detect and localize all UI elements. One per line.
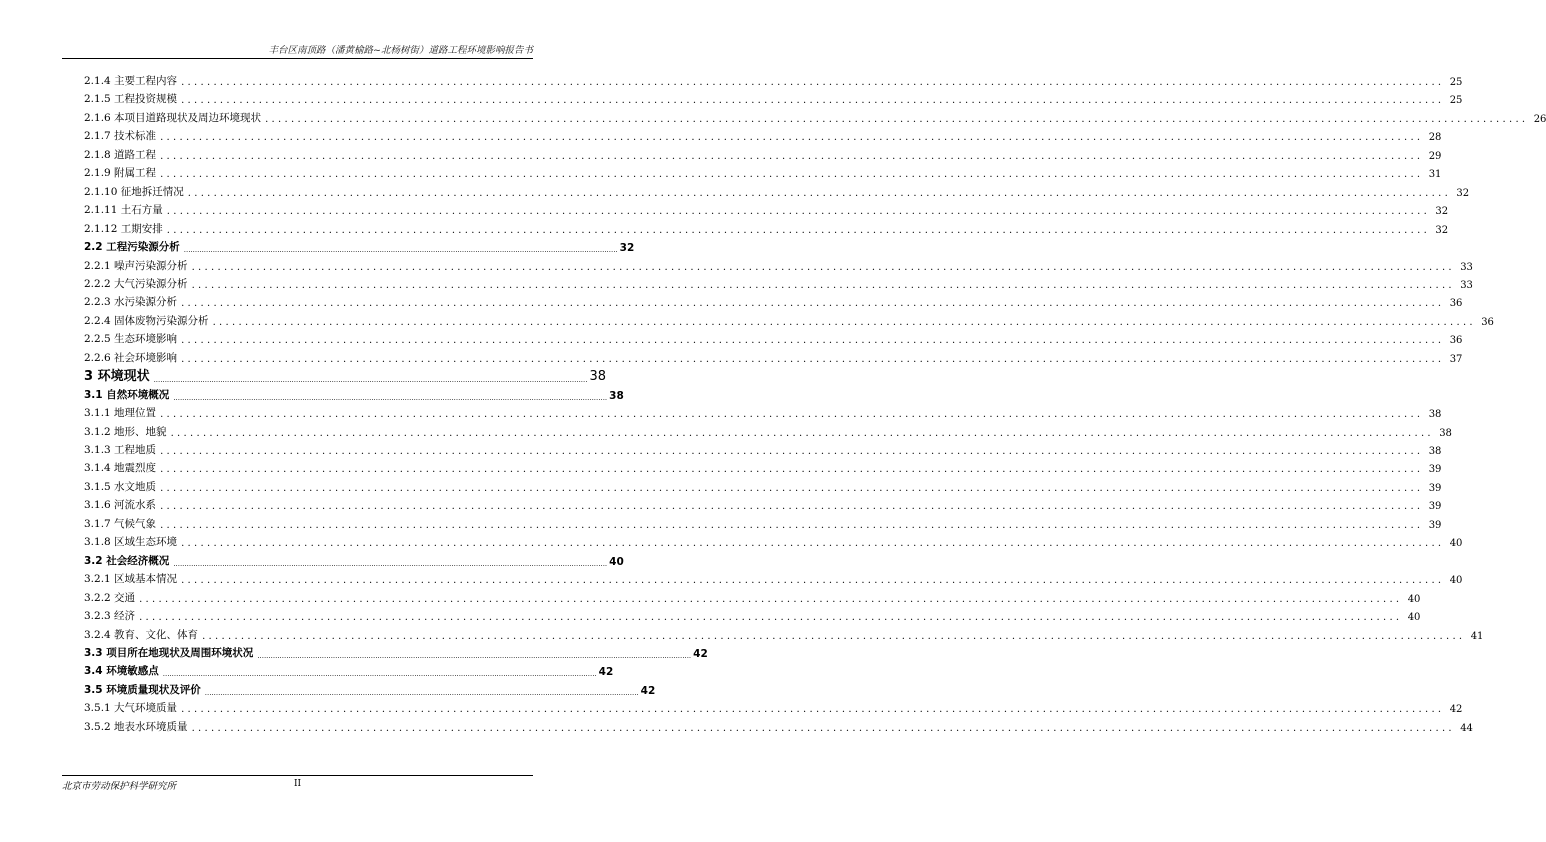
toc-page-number: 38: [1439, 427, 1452, 439]
toc-page-number: 39: [1428, 501, 1442, 513]
toc-page-number: 33: [1460, 261, 1473, 273]
toc-entry-title: 2.1.9 附属工程: [84, 167, 157, 180]
toc-dot-leader: ...................................................................................................................................................................................................: [257, 651, 692, 660]
toc-entry[interactable]: [84, 513, 1442, 531]
toc-page-number: 40: [1449, 575, 1463, 587]
toc-dot-leader: ...................................................................................................................................................................................................: [160, 482, 1424, 494]
toc-entry-title: 2.2.2 大气污染源分析: [84, 277, 188, 290]
toc-entry[interactable]: [84, 531, 1463, 550]
toc-dot-leader: ...................................................................................................................................................................................................: [191, 279, 1455, 291]
toc-dot-leader: ...................................................................................................................................................................................................: [181, 95, 1445, 107]
toc-dot-leader: ...................................................................................................................................................................................................: [173, 559, 608, 568]
toc-page-number: 38: [1428, 409, 1442, 421]
toc-entry-title: 3.1.7 气候气象: [84, 517, 157, 530]
toc-entry-title: 2.2.5 生态环境影响: [84, 333, 178, 346]
toc-entry[interactable]: [84, 457, 1442, 476]
toc-entry[interactable]: [84, 679, 656, 697]
toc-entry[interactable]: [84, 697, 1463, 716]
toc-entry-title: 3.1.4 地震烈度: [84, 462, 157, 475]
toc-entry[interactable]: [84, 476, 1442, 494]
toc-entry[interactable]: [84, 716, 1473, 734]
toc-entry-title: 3.1 自然环境概况: [84, 388, 170, 401]
toc-entry-title: 2.1.11 土石方量: [84, 204, 163, 217]
toc-entry[interactable]: [84, 660, 614, 679]
toc-entry-title: 3.5 环境质量现状及评价: [84, 683, 201, 696]
toc-entry[interactable]: [84, 273, 1473, 291]
toc-entry[interactable]: [84, 402, 1442, 421]
toc-dot-leader: ...................................................................................................................................................................................................: [160, 409, 1424, 421]
toc-dot-leader: ...................................................................................................................................................................................................: [181, 335, 1445, 347]
toc-entry-title: 2.1.6 本项目道路现状及周边环境现状: [84, 111, 262, 124]
toc-entry-title: 2.2.1 噪声污染源分析: [84, 259, 188, 272]
toc-entry[interactable]: [84, 624, 1484, 642]
toc-entry[interactable]: [84, 494, 1442, 513]
toc-page-number: 32: [1435, 206, 1449, 218]
toc-page-number: 25: [1449, 77, 1463, 88]
toc-page-number: 36: [1449, 335, 1463, 347]
toc-entry-title: 3.2.4 教育、文化、体育: [84, 628, 199, 641]
toc-entry[interactable]: [84, 328, 1463, 347]
toc-dot-leader: ...................................................................................................................................................................................................: [160, 132, 1424, 144]
toc-entry-title: 3 环境现状: [84, 369, 150, 385]
toc-dot-leader: ...................................................................................................................................................................................................: [181, 575, 1445, 587]
toc-entry[interactable]: [84, 162, 1442, 181]
toc-page-number: 42: [598, 666, 614, 679]
toc-dot-leader: ...................................................................................................................................................................................................: [153, 376, 588, 385]
toc-page-number: 40: [1407, 593, 1421, 605]
toc-dot-leader: ...................................................................................................................................................................................................: [160, 501, 1424, 513]
toc-page-number: 25: [1449, 95, 1463, 107]
toc-dot-leader: ...................................................................................................................................................................................................: [160, 446, 1424, 457]
toc-page-number: 38: [589, 369, 607, 385]
toc-page-number: 36: [1481, 316, 1494, 328]
toc-entry-title: 3.5.2 地表水环境质量: [84, 720, 188, 733]
toc-entry[interactable]: [84, 255, 1473, 273]
toc-dot-leader: ...................................................................................................................................................................................................: [202, 630, 1466, 642]
toc-entry[interactable]: [84, 107, 1546, 125]
toc-dot-leader: ...................................................................................................................................................................................................: [160, 464, 1424, 476]
toc-entry[interactable]: [84, 347, 1463, 365]
toc-dot-leader: ...................................................................................................................................................................................................: [181, 704, 1445, 716]
toc-page-number: 40: [1449, 538, 1463, 550]
toc-page-number: 31: [1428, 169, 1442, 181]
toc-entry[interactable]: [84, 291, 1463, 310]
toc-page-number: 42: [640, 684, 656, 697]
toc-entry[interactable]: [84, 421, 1452, 439]
toc-entry[interactable]: [84, 568, 1463, 587]
toc-entry-title: 3.5.1 大气环境质量: [84, 702, 178, 715]
toc-page-number: 33: [1460, 279, 1473, 291]
toc-entry[interactable]: [84, 144, 1442, 162]
toc-dot-leader: ...................................................................................................................................................................................................: [183, 246, 618, 255]
toc-entry-title: 3.1.6 河流水系: [84, 499, 157, 512]
toc-entry-title: 2.1.10 征地拆迁情况: [84, 185, 184, 198]
toc-entry-title: 3.2 社会经济概况: [84, 554, 170, 567]
toc-entry-title: 2.1.12 工期安排: [84, 222, 163, 235]
toc-entry[interactable]: [84, 366, 607, 385]
toc-page-number: 42: [1449, 704, 1463, 716]
toc-dot-leader: ...................................................................................................................................................................................................: [139, 612, 1403, 624]
toc-entry-title: 3.3 项目所在地现状及周围环境状况: [84, 646, 254, 659]
toc-dot-leader: ...................................................................................................................................................................................................: [181, 77, 1445, 88]
toc-entry-title: 3.2.1 区域基本情况: [84, 573, 178, 586]
toc-page-number: 40: [1407, 612, 1421, 624]
toc-page-number: 39: [1428, 519, 1442, 531]
toc-page-number: 37: [1449, 353, 1463, 365]
footer-rule: [62, 775, 533, 776]
toc-dot-leader: ...................................................................................................................................................................................................: [139, 593, 1403, 605]
toc-page-number: 39: [1428, 482, 1442, 494]
toc-entry[interactable]: [84, 550, 624, 568]
toc-dot-leader: ...................................................................................................................................................................................................: [170, 427, 1434, 439]
toc-entry[interactable]: [84, 642, 708, 660]
toc-entry[interactable]: [84, 181, 1470, 199]
toc-page-number: 29: [1428, 150, 1442, 162]
toc-dot-leader: ...................................................................................................................................................................................................: [187, 187, 1452, 199]
toc-dot-leader: ...................................................................................................................................................................................................: [181, 538, 1445, 550]
toc-entry[interactable]: [84, 605, 1421, 624]
toc-page-number: 26: [1533, 113, 1546, 125]
running-header: 丰台区南顶路（潘黄榆路~北杨树街）道路工程环境影响报告书: [268, 45, 533, 56]
toc-page-number: 32: [619, 242, 635, 255]
toc-entry[interactable]: [84, 88, 1463, 107]
toc-entry[interactable]: [84, 125, 1442, 144]
header-rule: [62, 58, 533, 59]
toc-page-number: 28: [1428, 132, 1442, 144]
toc-entry[interactable]: [84, 199, 1449, 218]
toc-entry-title: 2.2.4 固体废物污染源分析: [84, 314, 209, 327]
toc-entry-title: 2.1.8 道路工程: [84, 148, 157, 161]
toc-entry-title: 2.2.6 社会环境影响: [84, 351, 178, 364]
toc-entry-title: 3.1.3 工程地质: [84, 444, 157, 456]
toc-entry-title: 2.2.3 水污染源分析: [84, 296, 178, 309]
toc-entry[interactable]: [84, 236, 635, 255]
toc-page-number: 32: [1456, 187, 1470, 199]
toc-dot-leader: ...................................................................................................................................................................................................: [166, 224, 1431, 236]
toc-page-number: 42: [693, 647, 708, 660]
toc-entry-title: 2.2 工程污染源分析: [84, 241, 180, 254]
toc-entry[interactable]: [84, 439, 1442, 457]
toc-entry[interactable]: [84, 310, 1494, 328]
toc-entry[interactable]: [84, 218, 1449, 236]
toc-entry-title: 3.4 环境敏感点: [84, 665, 159, 678]
toc-entry[interactable]: [84, 587, 1421, 605]
toc-dot-leader: ...................................................................................................................................................................................................: [191, 261, 1455, 273]
toc-page-number: 38: [609, 389, 624, 402]
toc-page-number: 41: [1470, 630, 1484, 642]
toc-dot-leader: ...................................................................................................................................................................................................: [181, 298, 1445, 310]
toc-entry-title: 3.1.2 地形、地貌: [84, 425, 167, 438]
toc-dot-leader: ...................................................................................................................................................................................................: [204, 688, 639, 697]
toc-entry-title: 2.1.7 技术标准: [84, 130, 157, 143]
toc-dot-leader: ...................................................................................................................................................................................................: [173, 393, 608, 402]
toc-dot-leader: ...................................................................................................................................................................................................: [212, 316, 1476, 328]
toc-dot-leader: ...................................................................................................................................................................................................: [162, 670, 597, 679]
toc-entry-title: 3.1.5 水文地质: [84, 480, 157, 493]
toc-dot-leader: ...................................................................................................................................................................................................: [160, 150, 1424, 162]
toc-entry[interactable]: [84, 384, 624, 402]
toc-dot-leader: ...................................................................................................................................................................................................: [181, 353, 1445, 365]
toc-page-number: 38: [1428, 446, 1442, 457]
toc-page-number: 36: [1449, 298, 1463, 310]
toc-dot-leader: ...................................................................................................................................................................................................: [166, 206, 1431, 218]
toc-entry-title: 2.1.5 工程投资规模: [84, 93, 178, 106]
toc-dot-leader: ...................................................................................................................................................................................................: [160, 169, 1424, 181]
toc-page-number: 40: [609, 555, 624, 568]
toc-dot-leader: ...................................................................................................................................................................................................: [191, 722, 1455, 734]
toc-dot-leader: ...................................................................................................................................................................................................: [160, 519, 1424, 531]
toc-page-number: 39: [1428, 464, 1442, 476]
toc-entry-title: 3.1.8 区域生态环境: [84, 536, 178, 549]
toc-entry-title: 3.2.3 经济: [84, 610, 136, 623]
toc-entry-title: 3.1.1 地理位置: [84, 407, 157, 420]
toc-entry-title: 2.1.4 主要工程内容: [84, 75, 178, 87]
footer-organization: 北京市劳动保护科学研究所: [62, 781, 177, 792]
toc-page-number: 44: [1460, 722, 1473, 734]
toc-dot-leader: ...................................................................................................................................................................................................: [265, 113, 1529, 125]
footer-page-number: II: [293, 779, 302, 789]
toc-page-number: 32: [1435, 224, 1449, 236]
toc-entry[interactable]: [84, 70, 1463, 88]
toc-entry-title: 3.2.2 交通: [84, 591, 136, 604]
